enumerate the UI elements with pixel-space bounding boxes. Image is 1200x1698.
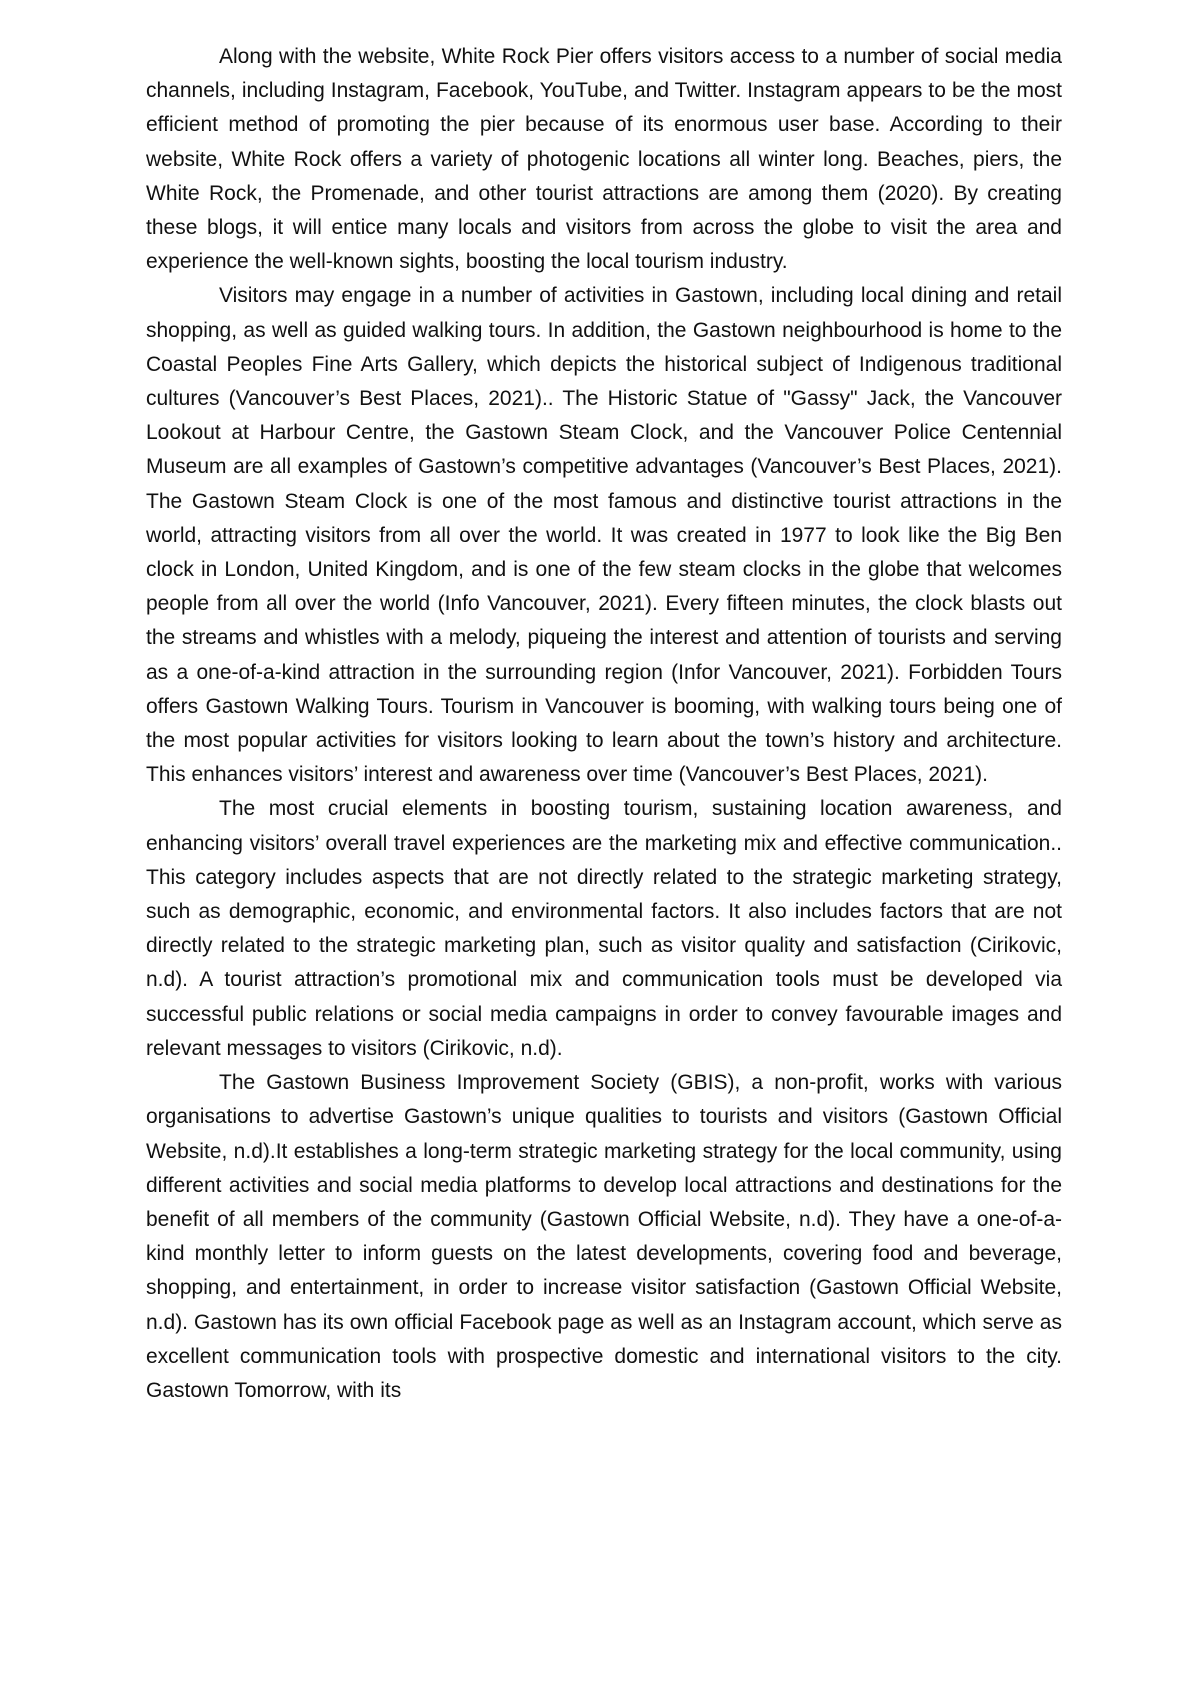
paragraph-gastown-activities: Visitors may engage in a number of activities in Gastown, including local dining and retail shopping, as well as guided walking tours. In addition, the Gastown neighbourhood is home to the Coastal Peoples Fine Arts Gallery, which depicts the historical subject of Indigenous traditional cultures (Vancouver’s Best Places, 2021).. The Historic Statue of "Gassy" Jack, the Vancouver Lookout at Harbour Centre, the Gastown Steam Clock, and the Vancouver Police Centennial Museum are all examples of Gastown’s competitive advantages (Vancouver’s Best Places, 2021). The Gastown Steam Clock is one of the most famous and distinctive tourist attractions in the world, attracting visitors from all over the world. It was created in 1977 to look like the Big Ben clock in London, United Kingdom, and is one of the few steam clocks in the globe that welcomes people from all over the world (Info Vancouver, 2021). Every fifteen minutes, the clock blasts out the streams and whistles with a melody, piqueing the interest and attention of tourists and serving as a one-of-a-kind attraction in the surrounding region (Infor Vancouver, 2021). Forbidden Tours offers Gastown Walking Tours. Tourism in Vancouver is booming, with walking tours being one of the most popular activities for visitors looking to learn about the town’s history and architecture. This enhances visitors’ interest and awareness over time (Vancouver’s Best Places, 2021). (146, 284, 1062, 787)
paragraph-marketing-mix: The most crucial elements in boosting tourism, sustaining location awareness, and enhancing visitors’ overall travel experiences are the marketing mix and effective communication.. This category includes aspects that are not directly related to the strategic marketing strategy, such as demographic, economic, and environmental factors. It also includes factors that are not directly related to the strategic marketing plan, such as visitor quality and satisfaction (Cirikovic, n.d). A tourist attraction’s promotional mix and communication tools must be developed via successful public relations or social media campaigns in order to convey favourable images and relevant messages to visitors (Cirikovic, n.d). (146, 797, 1062, 1060)
document-body (146, 40, 1062, 1408)
paragraph-gastown-business-society: The Gastown Business Improvement Society (GBIS), a non-profit, works with various organisations to advertise Gastown’s unique qualities to tourists and visitors (Gastown Official Website, n.d).It establishes a long-term strategic marketing strategy for the local community, using different activities and social media platforms to develop local attractions and destinations for the benefit of all members of the community (Gastown Official Website, n.d). They have a one-of-a-kind monthly letter to inform guests on the latest developments, covering food and beverage, shopping, and entertainment, in order to increase visitor satisfaction (Gastown Official Website, n.d). Gastown has its own official Facebook page as well as an Instagram account, which serve as excellent communication tools with prospective domestic and international visitors to the city. Gastown Tomorrow, with its (146, 1071, 1062, 1402)
paragraph-white-rock-social-media: Along with the website, White Rock Pier offers visitors access to a number of social media channels, including Instagram, Facebook, YouTube, and Twitter. Instagram appears to be the most efficient method of promoting the pier because of its enormous user base. According to their website, White Rock offers a variety of photogenic locations all winter long. Beaches, piers, the White Rock, the Promenade, and other tourist attractions are among them (2020). By creating these blogs, it will entice many locals and visitors from across the globe to visit the area and experience the well-known sights, boosting the local tourism industry. (146, 45, 1062, 274)
